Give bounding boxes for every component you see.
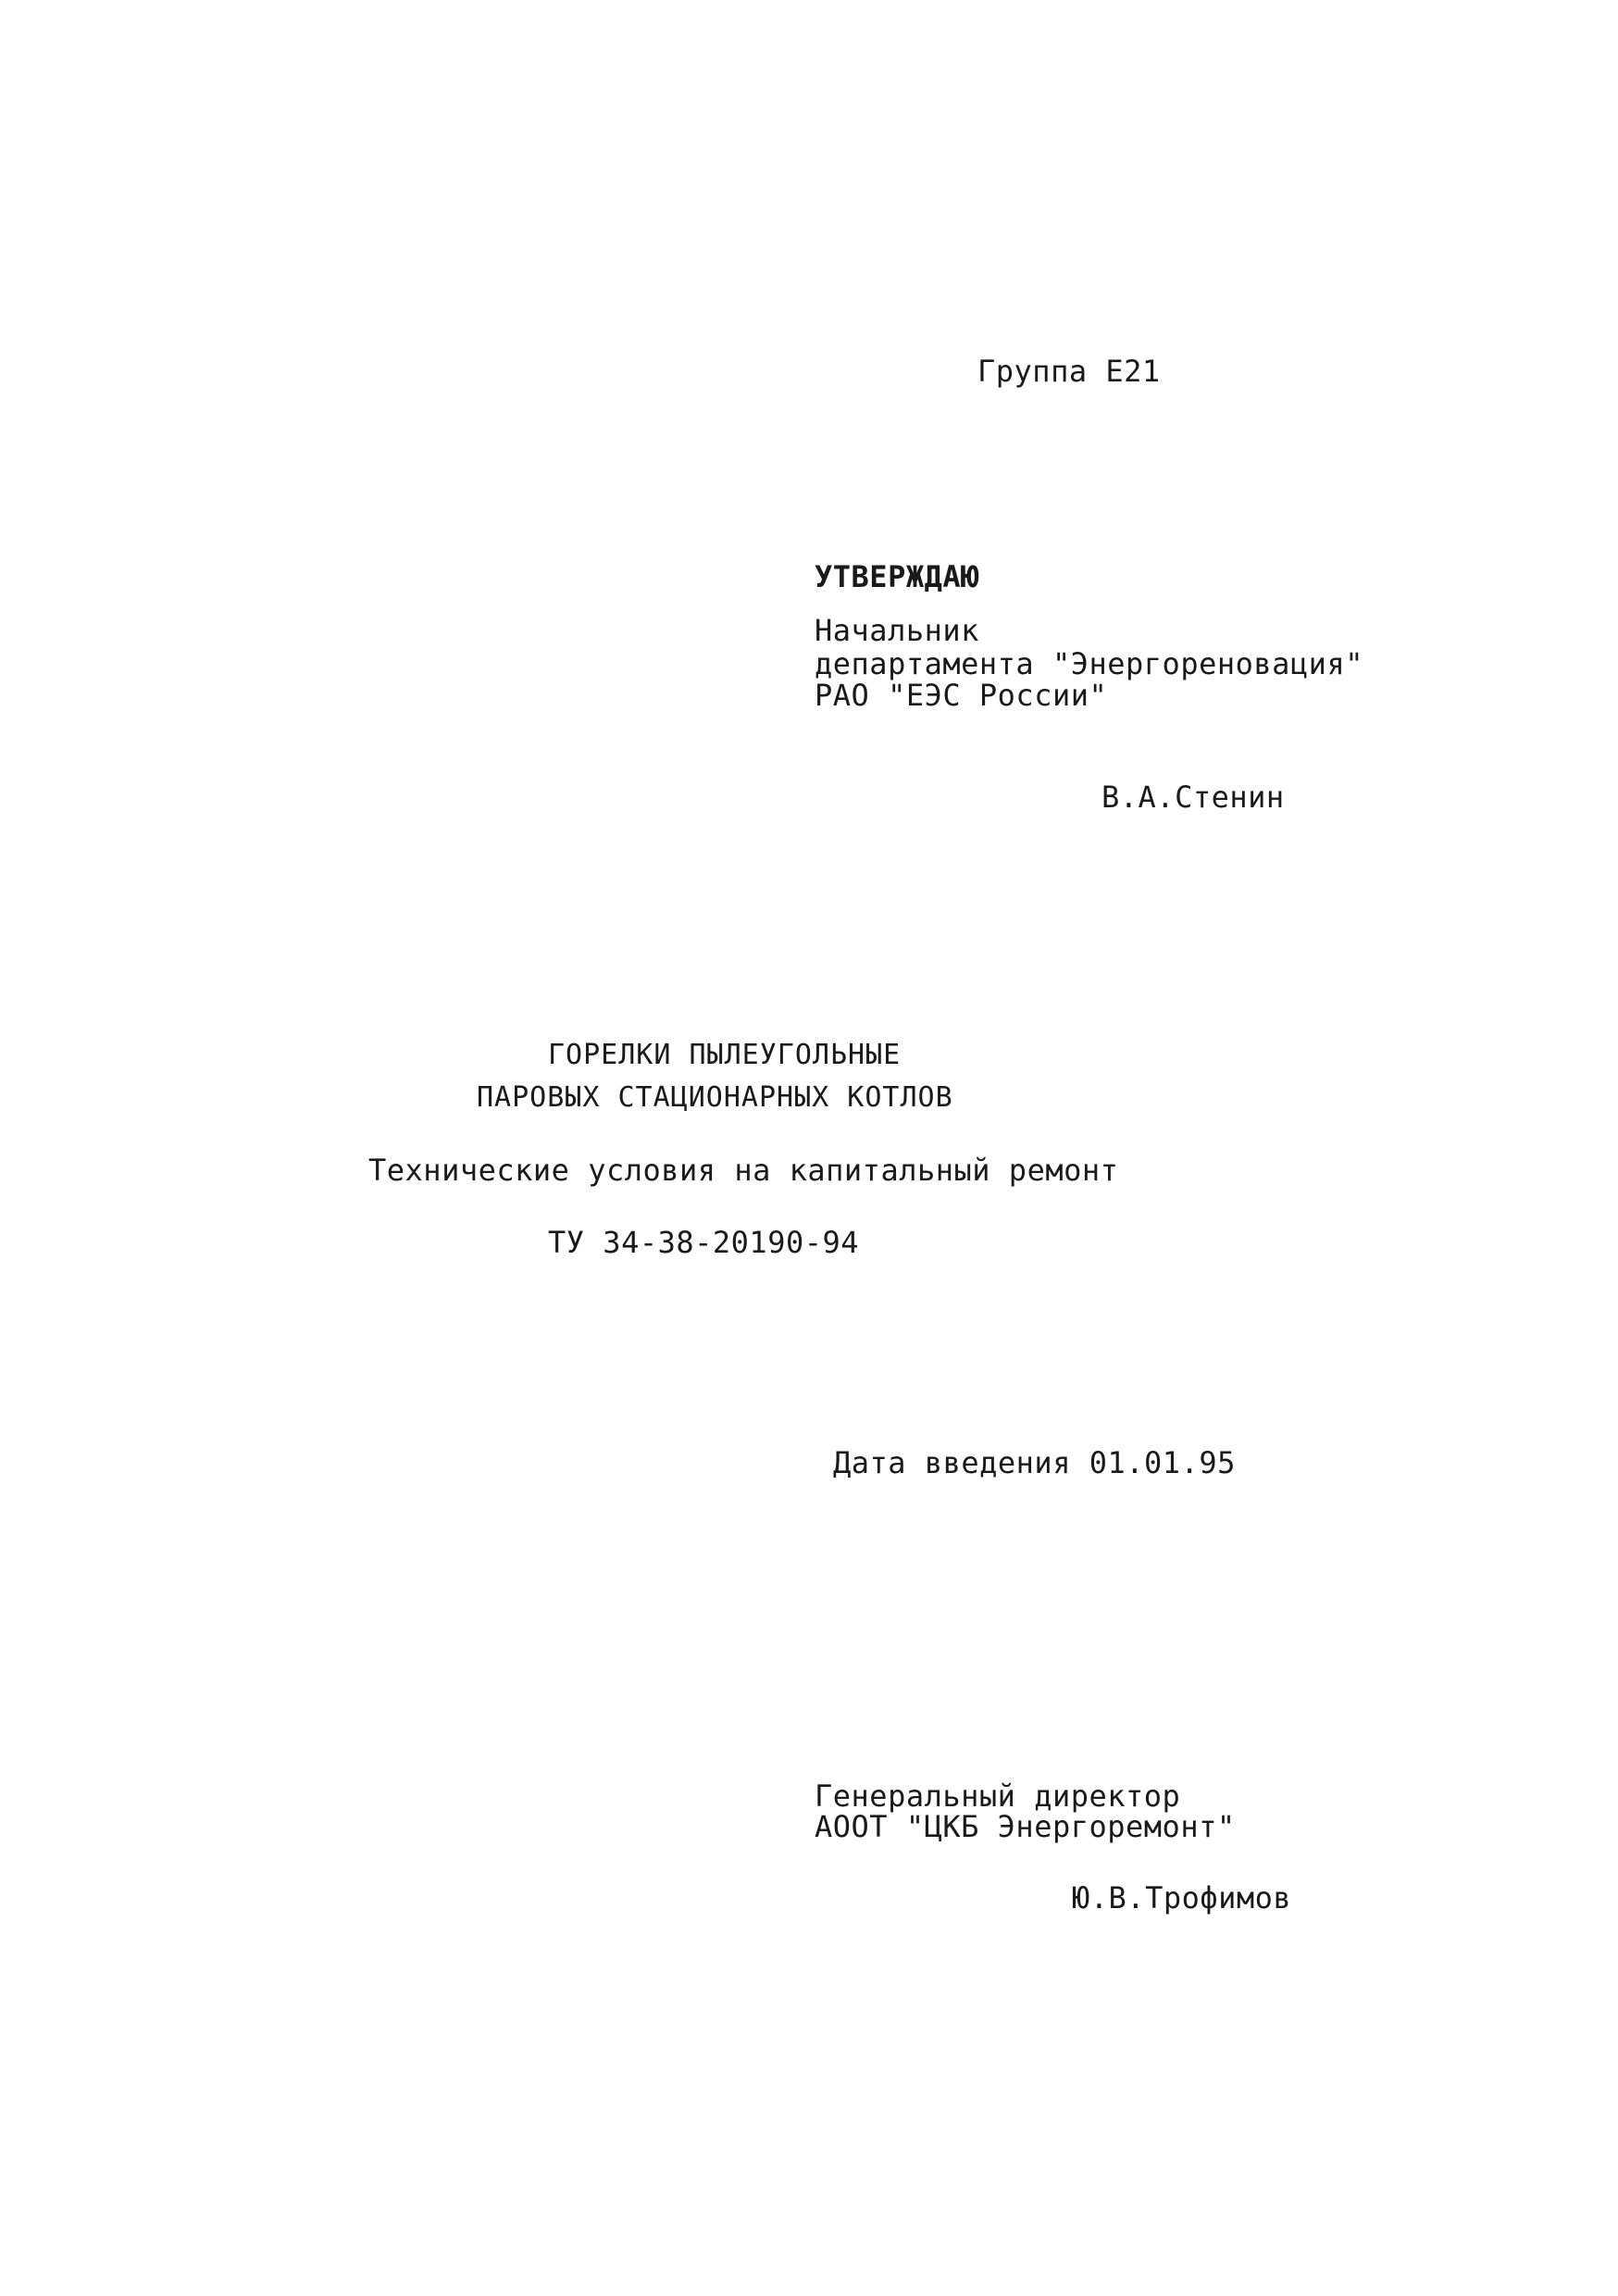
document-subtitle: Технические условия на капитальный ремонт	[368, 1153, 1119, 1188]
approval-signatory: В.А.Стенин	[1101, 780, 1285, 815]
effective-date: Дата введения 01.01.95	[833, 1445, 1236, 1480]
document-title-line2: ПАРОВЫХ СТАЦИОНАРНЫХ КОТЛОВ	[477, 1081, 953, 1114]
director-position-line1: Генеральный директор	[815, 1778, 1181, 1814]
approval-heading: УТВЕРЖДАЮ	[815, 559, 979, 594]
approval-position-line3: РАО "ЕЭС России"	[815, 678, 1108, 713]
approval-position-line1: Начальник	[815, 613, 979, 648]
document-title-line1: ГОРЕЛКИ ПЫЛЕУГОЛЬНЫЕ	[548, 1039, 902, 1071]
approval-position-line2: департамента "Энергореновация"	[815, 646, 1363, 681]
director-position-line2: АООТ "ЦКБ Энергоремонт"	[815, 1809, 1236, 1844]
group-label: Группа Е21	[977, 354, 1161, 389]
director-signatory: Ю.В.Трофимов	[1072, 1880, 1292, 1915]
document-code: ТУ 34-38-20190-94	[548, 1225, 860, 1260]
